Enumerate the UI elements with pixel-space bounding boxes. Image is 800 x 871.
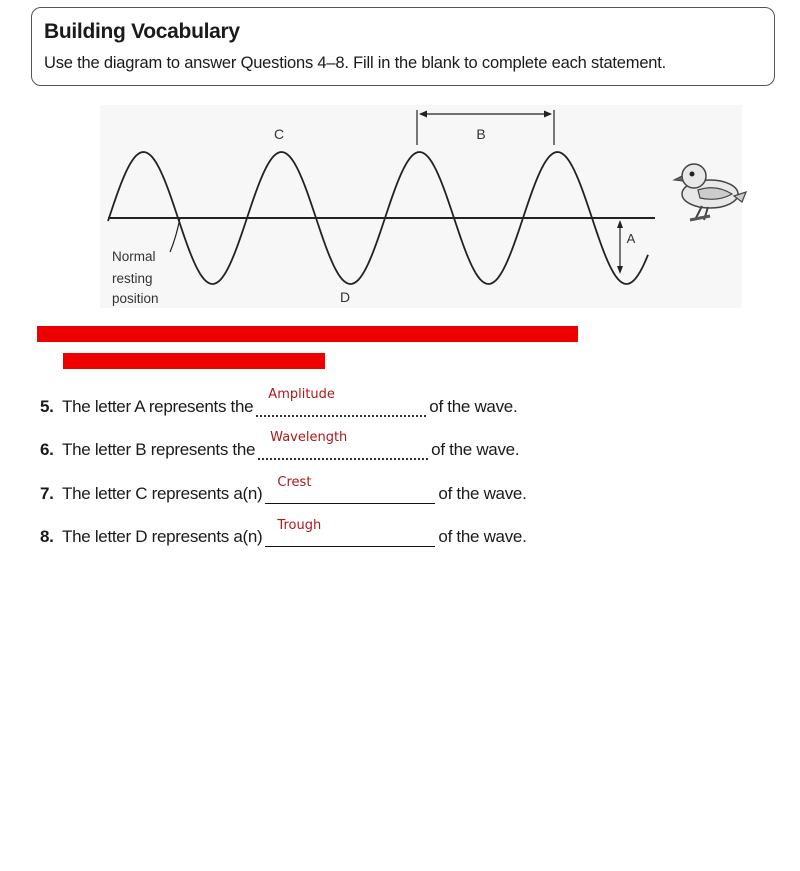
answer-field[interactable]	[258, 430, 428, 460]
resting-label-line2: resting	[112, 271, 153, 286]
diagram-background	[100, 105, 742, 308]
question-prompt: The letter B represents the	[62, 440, 256, 459]
answer-field[interactable]	[265, 475, 435, 504]
label-b: B	[476, 126, 486, 142]
answer-text: Trough	[277, 518, 322, 533]
answer-text: Crest	[277, 475, 312, 490]
resting-label-line3: position	[112, 291, 159, 306]
answer-field[interactable]	[256, 387, 426, 417]
question-5	[40, 387, 518, 417]
question-prompt: The letter A represents the	[62, 397, 254, 416]
question-suffix: of the wave.	[438, 484, 527, 503]
instructions-text: Use the diagram to answer Questions 4–8. Fill in the blank to complete each statement.	[44, 54, 667, 72]
question-number: 7.	[40, 484, 54, 503]
question-7	[40, 475, 527, 504]
resting-label-line1: Normal	[112, 249, 156, 264]
answer-text: Amplitude	[268, 387, 335, 402]
answer-text: Wavelength	[270, 430, 348, 445]
question-number: 8.	[40, 527, 54, 546]
wave-diagram	[0, 0, 800, 320]
label-d: D	[339, 289, 351, 305]
question-suffix: of the wave.	[431, 440, 520, 459]
question-number: 5.	[40, 397, 54, 416]
question-8	[40, 518, 527, 547]
label-a: A	[626, 231, 636, 246]
label-c: C	[273, 126, 285, 142]
question-number: 6.	[40, 440, 54, 459]
question-suffix: of the wave.	[429, 397, 518, 416]
question-6	[40, 430, 520, 460]
question-suffix: of the wave.	[438, 527, 527, 546]
answer-field[interactable]	[265, 518, 435, 547]
redaction-bar-bottom	[63, 353, 325, 369]
section-title: Building Vocabulary	[44, 20, 240, 43]
question-prompt: The letter D represents a(n)	[62, 527, 263, 546]
question-prompt: The letter C represents a(n)	[62, 484, 263, 503]
redaction-bar-top	[37, 326, 578, 342]
